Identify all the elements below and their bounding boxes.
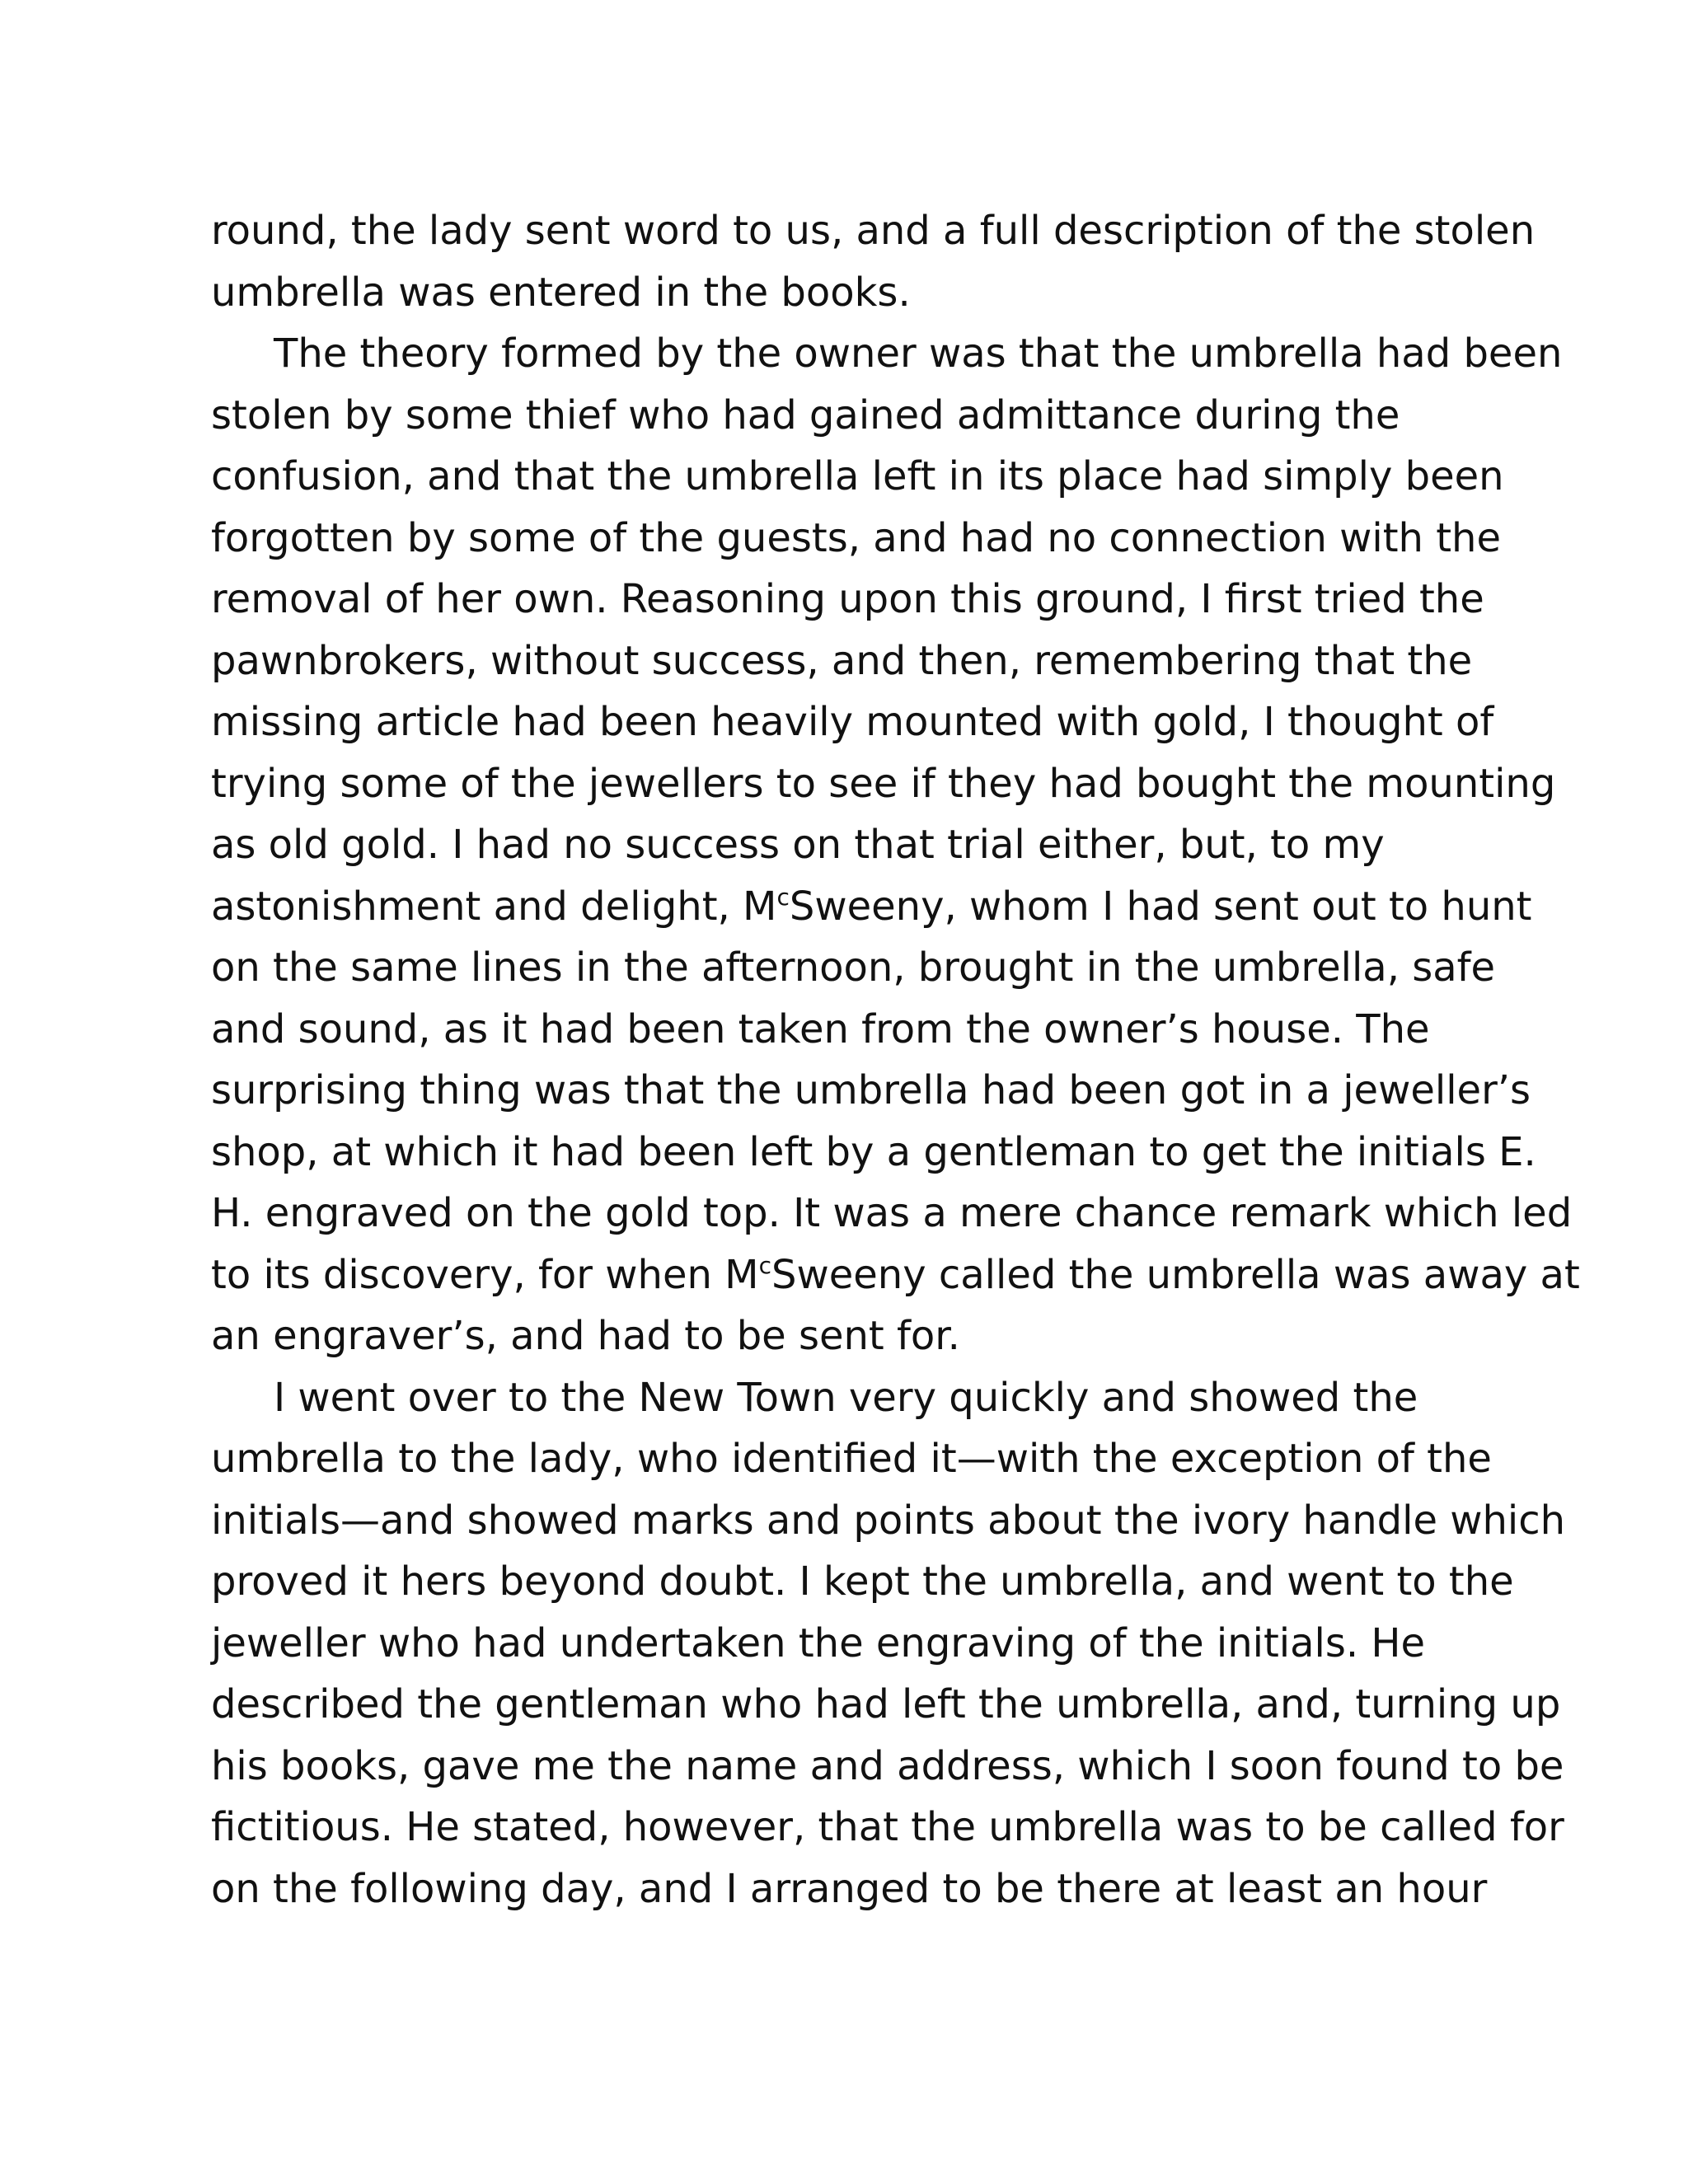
- text-line: on the following day, and I arranged to be there at least an hour: [211, 1865, 1488, 1912]
- text-line: shop, at which it had been left by a gentleman to get the initials E.: [211, 1128, 1536, 1175]
- text-line: umbrella to the lady, who identified it—with the exception of the: [211, 1436, 1492, 1482]
- page-text: [211, 200, 1580, 1919]
- text-line: an engraver’s, and had to be sent for.: [211, 1313, 960, 1359]
- text-segment: astonishment and delight, M: [211, 883, 777, 930]
- text-segment: to its discovery, for when M: [211, 1251, 759, 1298]
- text-line: described the gentleman who had left the umbrella, and, turning up: [211, 1681, 1561, 1727]
- text-line: initials—and showed marks and points about the ivory handle which: [211, 1497, 1566, 1544]
- text-line: umbrella was entered in the books.: [211, 269, 911, 316]
- text-line: [211, 1244, 1580, 1306]
- text-segment: Sweeny called the umbrella was away at: [771, 1251, 1580, 1298]
- text-line: fictitious. He stated, however, that the umbrella was to be called for: [211, 1804, 1564, 1850]
- text-line: on the same lines in the afternoon, brought in the umbrella, safe: [211, 944, 1496, 991]
- text-line: jeweller who had undertaken the engraving of the initials. He: [211, 1619, 1426, 1666]
- text-line: round, the lady sent word to us, and a full description of the stolen: [211, 208, 1536, 254]
- text-line: missing article had been heavily mounted with gold, I thought of: [211, 699, 1494, 745]
- text-line: pawnbrokers, without success, and then, remembering that the: [211, 637, 1473, 684]
- superscript-c: c: [776, 883, 790, 911]
- text-line: forgotten by some of the guests, and had no connection with the: [211, 514, 1501, 561]
- paragraph-start-line: I went over to the New Town very quickly and showed the: [274, 1374, 1418, 1421]
- text-line: removal of her own. Reasoning upon this ground, I first tried the: [211, 576, 1484, 622]
- paragraph-start-line: The theory formed by the owner was that the umbrella had been: [274, 330, 1563, 377]
- text-line: proved it hers beyond doubt. I kept the umbrella, and went to the: [211, 1558, 1514, 1605]
- text-line: as old gold. I had no success on that trial either, but, to my: [211, 822, 1385, 868]
- text-line: stolen by some thief who had gained admittance during the: [211, 391, 1400, 438]
- superscript-c: c: [758, 1251, 771, 1279]
- text-line: and sound, as it had been taken from the owner’s house. The: [211, 1005, 1430, 1052]
- text-line: surprising thing was that the umbrella had been got in a jeweller’s: [211, 1067, 1531, 1113]
- text-line: [211, 876, 1532, 938]
- text-line: confusion, and that the umbrella left in its place had simply been: [211, 453, 1504, 499]
- text-segment: Sweeny, whom I had sent out to hunt: [789, 883, 1532, 930]
- text-line: his books, gave me the name and address, which I soon found to be: [211, 1742, 1564, 1789]
- text-line: trying some of the jewellers to see if they had bought the mounting: [211, 760, 1556, 807]
- text-line: H. engraved on the gold top. It was a mere chance remark which led: [211, 1190, 1573, 1236]
